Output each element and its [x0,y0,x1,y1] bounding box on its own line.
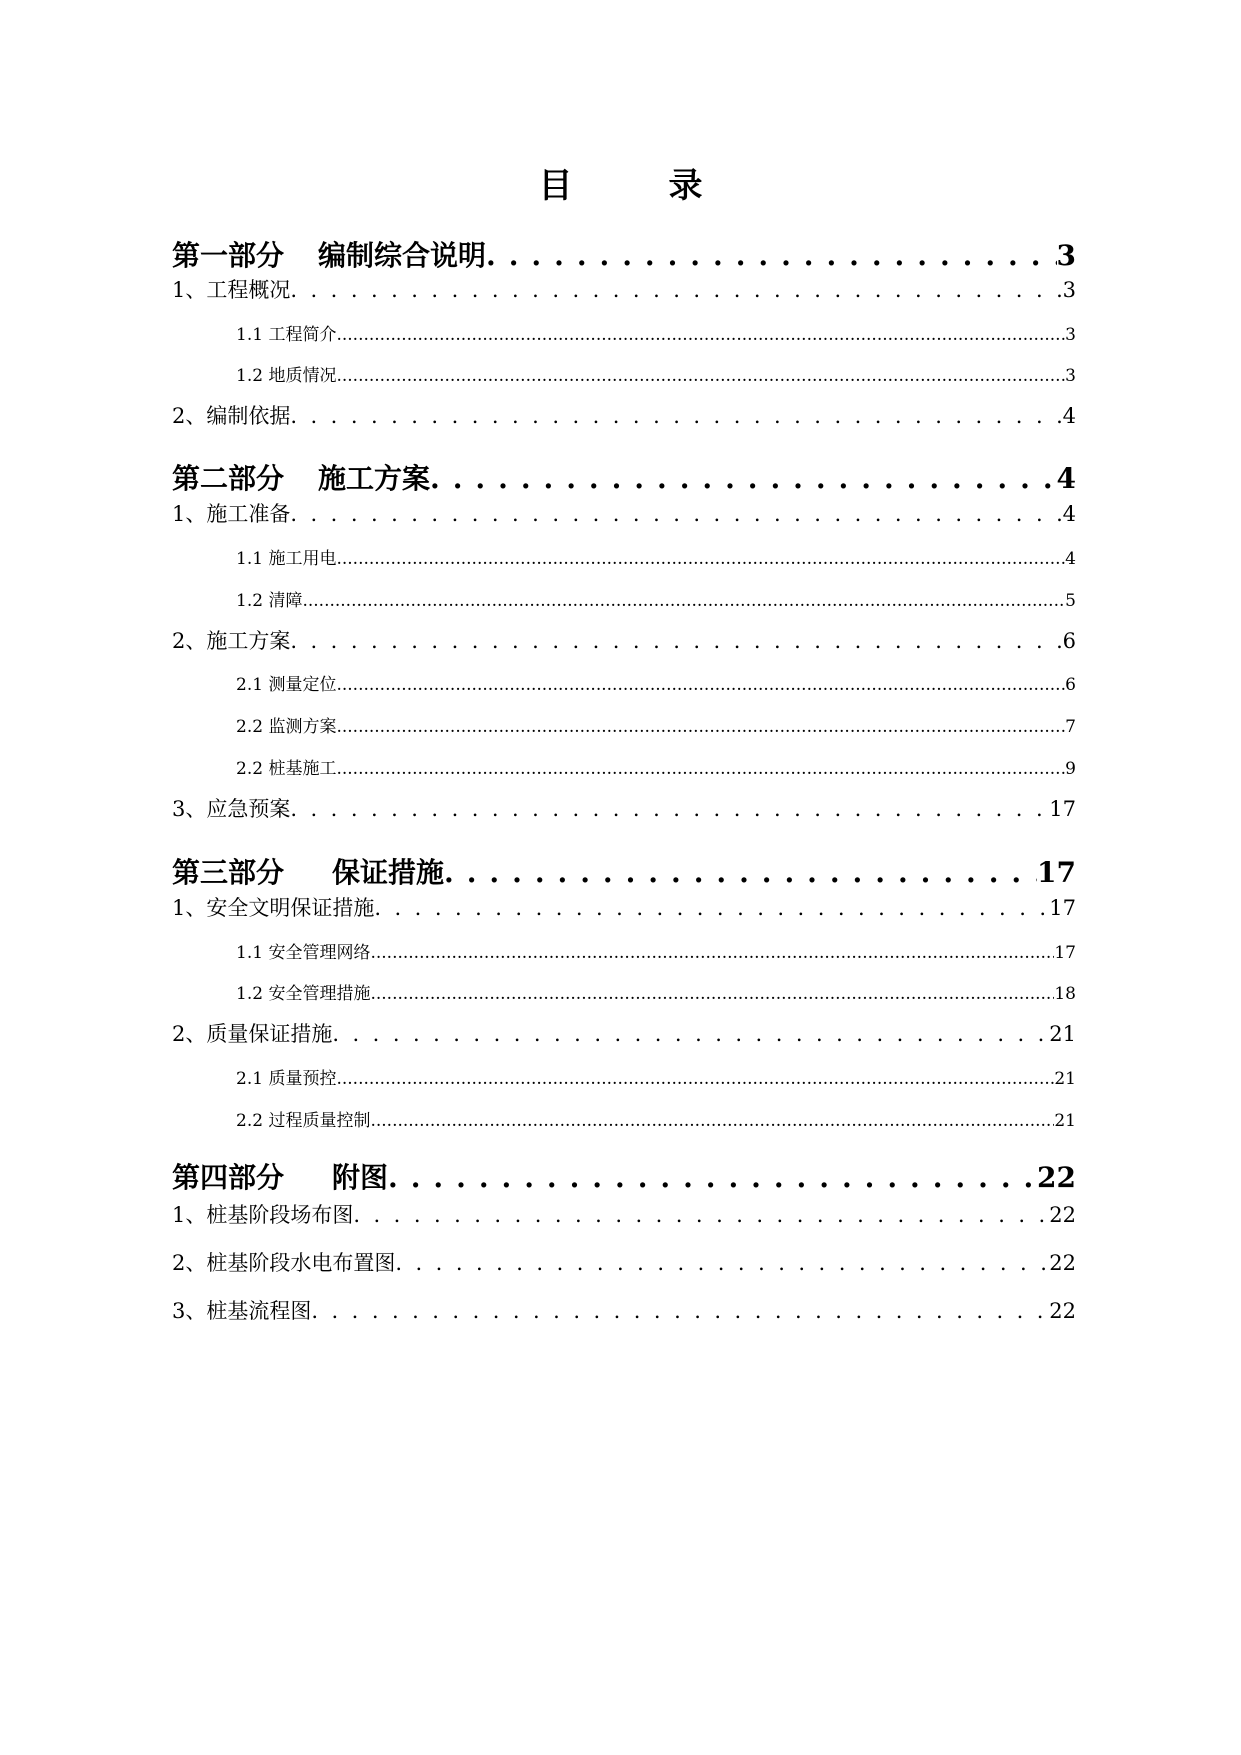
toc-part-name: 附图 [332,1161,389,1194]
toc-entry-label: 3、应急预案 [172,797,291,821]
toc-entry-label: 1.1 安全管理网络 [236,943,371,963]
toc-leader-dots [336,1066,1054,1092]
toc-section-entry[interactable] [172,893,1076,923]
toc-page-number: 21 [1049,1022,1076,1046]
toc-subsection-entry[interactable] [236,714,1076,740]
toc-leader-dots [332,1019,1049,1049]
toc-entry-label: 1.2 地质情况 [236,366,337,386]
toc-page-number: 3 [1065,325,1076,345]
toc-page-number: 17 [1049,896,1076,920]
toc-part-2[interactable] [172,461,1076,497]
toc-leader-dots [290,626,1062,656]
toc-leader-dots [302,588,1065,614]
toc-page-number: 21 [1054,1111,1076,1131]
toc-part-3[interactable] [172,855,1076,891]
toc-entry-label: 1、工程概况 [172,278,291,302]
toc-page-number: 22 [1049,1251,1076,1275]
toc-entry-label: 1.2 清障 [236,591,303,611]
toc-subsection-entry[interactable] [236,363,1076,389]
toc-leader-dots [430,461,1056,497]
toc-leader-dots [290,275,1062,305]
toc-leader-dots [388,1160,1037,1196]
toc-page-number: 22 [1049,1203,1076,1227]
toc-subsection-entry[interactable] [236,940,1076,966]
toc-leader-dots [336,363,1065,389]
toc-entry-label: 3、桩基流程图 [172,1299,312,1323]
toc-leader-dots [444,855,1037,891]
toc-leader-dots [370,981,1054,1007]
toc-part-4[interactable] [172,1160,1076,1196]
toc-page-number: 9 [1065,759,1076,779]
toc-entry-label: 2、质量保证措施 [172,1022,333,1046]
toc-entry-label: 2、施工方案 [172,629,291,653]
toc-section-entry[interactable] [172,499,1076,529]
toc-page-number: 4 [1062,404,1076,428]
toc-page-number: 17 [1049,797,1076,821]
toc-entry-label: 2.1 测量定位 [236,675,337,695]
toc-section-entry[interactable] [172,1019,1076,1049]
toc-page-number: 7 [1065,717,1076,737]
toc-entry-label: 1.1 工程简介 [236,325,337,345]
toc-leader-dots [370,940,1054,966]
toc-entry-label: 1.2 安全管理措施 [236,984,371,1004]
toc-page-number: 4 [1062,502,1076,526]
toc-leader-dots [336,546,1065,572]
toc-subsection-entry[interactable] [236,588,1076,614]
toc-part-label: 第三部分 [172,856,285,889]
toc-entry-label: 2.2 桩基施工 [236,759,337,779]
toc-subsection-entry[interactable] [236,546,1076,572]
toc-page-number: 5 [1065,591,1076,611]
toc-part-name: 保证措施 [332,856,445,889]
toc-page-number: 17 [1037,856,1076,889]
toc-leader-dots [336,714,1065,740]
toc-page-number: 4 [1056,462,1076,495]
toc-subsection-entry[interactable] [236,981,1076,1007]
toc-page-number: 3 [1065,366,1076,386]
toc-part-name: 施工方案 [318,462,431,495]
toc-section-entry[interactable] [172,794,1076,824]
toc-title-char-2: 录 [668,166,703,206]
toc-section-entry[interactable] [172,1200,1076,1230]
toc-page-number: 3 [1056,239,1076,272]
toc-page-number: 17 [1054,943,1076,963]
toc-part-name: 编制综合说明 [318,239,487,272]
toc-part-1[interactable] [172,238,1076,274]
toc-section-entry[interactable] [172,401,1076,431]
toc-subsection-entry[interactable] [236,756,1076,782]
toc-entry-label: 1、安全文明保证措施 [172,896,375,920]
toc-entry-label: 2、编制依据 [172,404,291,428]
toc-section-entry[interactable] [172,275,1076,305]
toc-subsection-entry[interactable] [236,672,1076,698]
toc-page-number: 21 [1054,1069,1076,1089]
toc-page-number: 4 [1065,549,1076,569]
toc-leader-dots [370,1108,1054,1134]
toc-leader-dots [486,238,1056,274]
toc-leader-dots [336,322,1065,348]
toc-entry-label: 1.1 施工用电 [236,549,337,569]
toc-leader-dots [395,1248,1049,1278]
toc-entry-label: 2.1 质量预控 [236,1069,337,1089]
toc-subsection-entry[interactable] [236,322,1076,348]
toc-page-number: 22 [1037,1161,1076,1194]
toc-leader-dots [290,401,1062,431]
toc-part-label: 第一部分 [172,239,285,272]
toc-leader-dots [353,1200,1049,1230]
toc-section-entry[interactable] [172,626,1076,656]
toc-subsection-entry[interactable] [236,1108,1076,1134]
toc-part-label: 第四部分 [172,1161,285,1194]
toc-page-number: 18 [1054,984,1076,1004]
toc-entry-label: 2、桩基阶段水电布置图 [172,1251,396,1275]
toc-page-number: 22 [1049,1299,1076,1323]
toc-section-entry[interactable] [172,1248,1076,1278]
toc-subsection-entry[interactable] [236,1066,1076,1092]
toc-page-number: 3 [1062,278,1076,302]
toc-page-number: 6 [1062,629,1076,653]
toc-leader-dots [336,672,1065,698]
toc-part-label: 第二部分 [172,462,285,495]
toc-leader-dots [336,756,1065,782]
toc-title [0,166,1241,206]
toc-entry-label: 2.2 过程质量控制 [236,1111,371,1131]
toc-leader-dots [311,1296,1049,1326]
toc-entry-label: 2.2 监测方案 [236,717,337,737]
toc-title-char-1: 目 [538,166,573,206]
toc-leader-dots [290,499,1062,529]
toc-page-number: 6 [1065,675,1076,695]
toc-leader-dots [374,893,1049,923]
toc-entry-label: 1、施工准备 [172,502,291,526]
toc-leader-dots [290,794,1049,824]
toc-entry-label: 1、桩基阶段场布图 [172,1203,354,1227]
toc-section-entry[interactable] [172,1296,1076,1326]
